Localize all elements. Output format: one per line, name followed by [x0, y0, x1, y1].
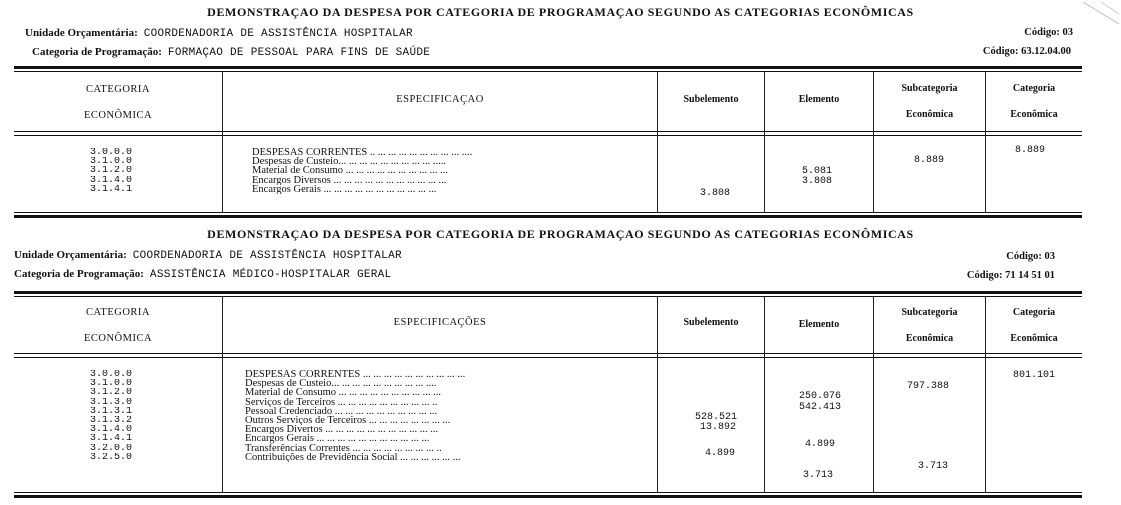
subelemento-value: 4.899: [705, 448, 736, 459]
categoria-value: FORMAÇAO DE PESSOAL PARA FINS DE SAÚDE: [167, 47, 431, 59]
table2-header-rule: [14, 353, 1082, 354]
table2-specs: [245, 370, 654, 462]
th-line: Subcategoria: [901, 307, 958, 318]
th-subelemento: Subelemento: [683, 317, 739, 328]
code-cell: 3.0.0.0: [90, 148, 133, 158]
subelemento-value: 3.808: [700, 188, 731, 199]
table2-codes: [90, 370, 132, 462]
section2-title: DEMONSTRAÇAO DA DESPESA POR CATEGORIA DE PROGRAMAÇAO SEGUNDO AS CATEGORIAS ECONÔMICAS: [207, 227, 914, 241]
unidade-value: COORDENADORIA DE ASSISTÊNCIA HOSPITALAR: [143, 28, 413, 40]
spec-cell: DESPESAS CORRENTES .. ... ... ... ... ... ... ... ... ....: [252, 148, 473, 158]
table2-divider: [222, 297, 223, 492]
table1-header-rule: [14, 131, 1082, 132]
th-line: Subcategoria: [901, 83, 958, 94]
spec-cell: DESPESAS CORRENTES ... ... ... ... ... ... ... ... ... ...: [245, 370, 466, 380]
table2-bottom-rule-thin: [14, 492, 1082, 493]
elemento-value: 250.076: [799, 391, 842, 402]
spec-cell: Pessoal Credenciado ... ... ... ... ... ... ... ... ... ...: [245, 406, 438, 416]
section1-title: DEMONSTRAÇAO DA DESPESA POR CATEGORIA DE PROGRAMAÇAO SEGUNDO AS CATEGORIAS ECONÔMICAS: [207, 5, 914, 19]
code-cell: 3.1.2.0: [90, 388, 133, 398]
subelemento-value: 528.521: [695, 412, 738, 423]
categoria-value: 801.101: [1013, 370, 1056, 381]
code-cell: 3.1.4.0: [90, 175, 133, 185]
code-cell: 3.1.4.0: [90, 425, 133, 435]
th-line: Econômica: [1010, 333, 1058, 344]
unidade-label: Unidade Orçamentária:: [14, 249, 127, 261]
table2-bottom-rule: [14, 495, 1082, 498]
th-elemento: Elemento: [798, 94, 840, 105]
unidade-label: Unidade Orçamentária:: [25, 27, 138, 39]
spec-cell: Despesas de Custeio... ... ... ... ... ... ... ... ... .....: [252, 157, 446, 167]
subelemento-value: 13.892: [700, 422, 737, 433]
th-especificacao: ESPECIFICAÇAO: [396, 94, 484, 105]
scan-corner-mark: [1081, 0, 1121, 30]
code-cell: 3.1.4.1: [90, 434, 133, 444]
table1-divider: [222, 72, 223, 212]
th-categoria: [986, 76, 1082, 128]
section1-unidade: [25, 27, 413, 40]
table1-header-rule-2: [14, 135, 1082, 136]
spec-cell: Outros Serviços de Terceiros ... ... ... ... ... ... ... ...: [245, 415, 451, 426]
th-categoria: [986, 300, 1082, 352]
th-line: Econômica: [905, 109, 954, 120]
spec-cell: Transferências Correntes ... ... ... ... ... ... ... ... ..: [245, 443, 442, 453]
th-line: ECONÔMICA: [83, 110, 153, 121]
spec-cell: Encargos Diversos ... ... ... ... ... ... ... ... ... ... ...: [252, 175, 447, 185]
categoria-label: Categoria de Programação:: [14, 268, 144, 280]
table1-bottom-rule: [14, 215, 1082, 218]
th-especificacoes: ESPECIFICAÇÕES: [393, 317, 487, 328]
table1-bottom-rule-thin: [14, 212, 1082, 213]
categoria-value: ASSISTÊNCIA MÉDICO-HOSPITALAR GERAL: [149, 269, 392, 281]
section1-categoria: [32, 46, 430, 59]
code-cell: 3.1.3.0: [90, 397, 133, 407]
code-cell: 3.1.2.0: [90, 166, 133, 176]
th-subcategoria: [874, 300, 985, 352]
code-cell: 3.1.3.2: [90, 415, 133, 426]
unidade-value: COORDENADORIA DE ASSISTÊNCIA HOSPITALAR: [132, 250, 402, 262]
th-line: Econômica: [905, 333, 954, 344]
table2-top-rule: [14, 291, 1082, 294]
section2-codigo-categoria: Código: 71 14 51 01: [966, 270, 1055, 281]
th-elemento: Elemento: [798, 319, 840, 330]
th-line: Categoria: [1012, 83, 1056, 94]
table1-specs: [252, 148, 654, 194]
spec-cell: Serviços de Terceiros ... ... ... ... ... ... ... ... ... ..: [245, 397, 438, 407]
elemento-value: 3.713: [803, 470, 834, 481]
th-line: ECONÔMICA: [83, 333, 153, 344]
section1-codigo-categoria: Código: 63.12.04.00: [982, 46, 1071, 57]
section2-codigo-unidade: Código: 03: [1006, 251, 1055, 262]
elemento-value: 4.899: [805, 439, 836, 450]
th-subelemento: Subelemento: [683, 94, 739, 105]
table1-top-rule: [14, 66, 1082, 69]
table2-top-rule-thin: [14, 296, 1082, 297]
section2-unidade: [14, 249, 402, 262]
th-categoria-economica: [18, 77, 218, 129]
th-line: Econômica: [1010, 109, 1058, 120]
th-subcategoria: [874, 76, 985, 128]
th-line: CATEGORIA: [86, 307, 150, 318]
code-cell: 3.1.4.1: [90, 184, 133, 194]
spec-cell: Encargos Gerais ... ... ... ... ... ... ... ... ... ... ...: [252, 184, 437, 194]
spec-cell: Material de Consumo ... ... ... ... ... ... ... ... ... ...: [245, 388, 441, 398]
subcategoria-value: 3.713: [918, 461, 949, 472]
table1-top-rule-thin: [14, 71, 1082, 72]
section2-categoria: [14, 268, 391, 281]
code-cell: 3.1.0.0: [90, 379, 133, 389]
table2-header-rule-2: [14, 357, 1082, 358]
spec-cell: Contribuições de Previdência Social ... ... ... ... ... ...: [245, 452, 461, 462]
elemento-value: 542.413: [799, 402, 842, 413]
table1-codes: [90, 148, 132, 194]
spec-cell: Material de Consumo ... ... ... ... ... ... ... ... ... ...: [252, 166, 448, 176]
code-cell: 3.1.0.0: [90, 157, 133, 167]
elemento-value: 3.808: [802, 176, 833, 187]
categoria-value: 8.889: [1015, 145, 1046, 156]
code-cell: 3.0.0.0: [90, 370, 133, 380]
subcategoria-value: 8.889: [914, 155, 945, 166]
th-line: Categoria: [1012, 307, 1056, 318]
spec-cell: Despesas de Custeio... ... ... ... ... ... ... ... ... ....: [245, 379, 437, 389]
subcategoria-value: 797.388: [907, 381, 950, 392]
code-cell: 3.2.5.0: [90, 452, 133, 462]
code-cell: 3.1.3.1: [90, 406, 133, 416]
elemento-value: 5.081: [802, 166, 833, 177]
th-categoria-economica: [18, 300, 218, 352]
categoria-label: Categoria de Programação:: [32, 46, 162, 58]
spec-cell: Encargos Gerais ... ... ... ... ... ... ... ... ... ... ...: [245, 434, 430, 444]
code-cell: 3.2.0.0: [90, 443, 133, 453]
th-line: CATEGORIA: [86, 84, 150, 95]
section1-codigo-unidade: Código: 03: [1024, 27, 1073, 38]
spec-cell: Encargos Divertos ... ... ... ... ... ... ... ... ... ... ...: [245, 425, 439, 435]
